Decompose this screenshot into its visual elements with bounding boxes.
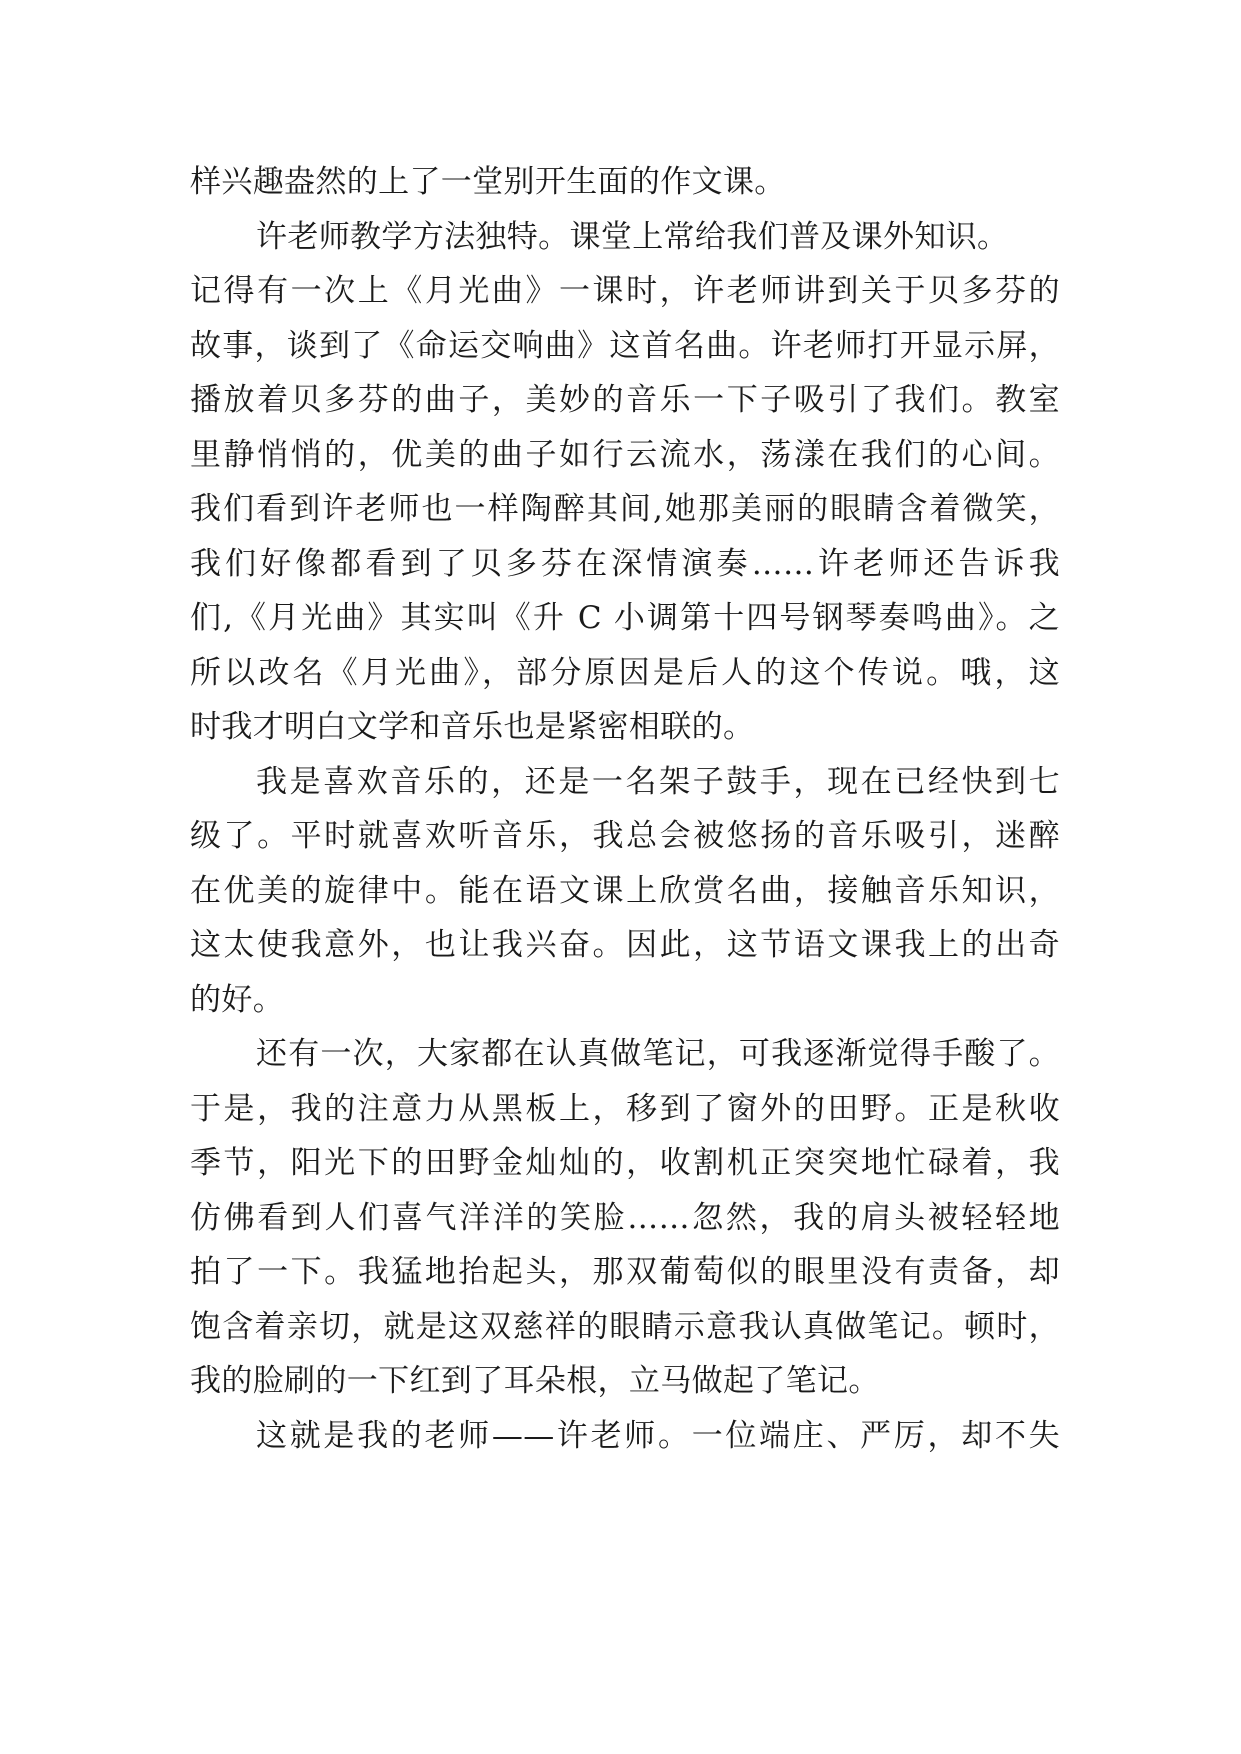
text-line: 记得有一次上《月光曲》一课时，许老师讲到关于贝多芬的 — [190, 273, 1060, 309]
paragraph-start-line: 许老师教学方法独特。课堂上常给我们普及课外知识。 — [256, 218, 1009, 255]
body-text — [190, 155, 1060, 1463]
text-line: 播放着贝多芬的曲子，美妙的音乐一下子吸引了我们。教室 — [190, 382, 1060, 418]
paragraph-start-line: 我是喜欢音乐的，还是一名架子鼓手，现在已经快到七 — [256, 763, 1060, 800]
text-line: 于是，我的注意力从黑板上，移到了窗外的田野。正是秋收 — [190, 1090, 1060, 1127]
text-line: 们,《月光曲》其实叫《升 C 小调第十四号钢琴奏鸣曲》。之 — [190, 600, 1060, 636]
text-line: 我们好像都看到了贝多芬在深情演奏……许老师还告诉我 — [190, 545, 1060, 582]
text-line: 我的脸刷的一下红到了耳朵根，立马做起了笔记。 — [190, 1363, 880, 1399]
paragraph-start-line: 还有一次，大家都在认真做笔记，可我逐渐觉得手酸了。 — [256, 1036, 1060, 1072]
text-line: 所以改名《月光曲》，部分原因是后人的这个传说。哦，这 — [190, 654, 1060, 691]
text-line: 饱含着亲切，就是这双慈祥的眼睛示意我认真做笔记。顿时， — [190, 1308, 1060, 1345]
text-line: 时我才明白文学和音乐也是紧密相联的。 — [190, 709, 755, 745]
text-line: 故事，谈到了《命运交响曲》这首名曲。许老师打开显示屏， — [190, 327, 1060, 364]
text-line: 里静悄悄的，优美的曲子如行云流水，荡漾在我们的心间。 — [190, 436, 1060, 473]
text-line: 样兴趣盎然的上了一堂别开生面的作文课。 — [190, 164, 786, 200]
text-line: 季节，阳光下的田野金灿灿的，收割机正突突地忙碌着，我 — [190, 1145, 1060, 1181]
text-line: 仿佛看到人们喜气洋洋的笑脸……忽然，我的肩头被轻轻地 — [190, 1199, 1060, 1236]
text-line: 级了。平时就喜欢听音乐，我总会被悠扬的音乐吸引，迷醉 — [190, 818, 1060, 854]
text-line: 在优美的旋律中。能在语文课上欣赏名曲，接触音乐知识， — [190, 872, 1060, 909]
text-line: 的好。 — [190, 981, 285, 1018]
text-line: 这太使我意外，也让我兴奋。因此，这节语文课我上的出奇 — [190, 927, 1060, 963]
text-line: 拍了一下。我猛地抬起头，那双葡萄似的眼里没有责备，却 — [190, 1254, 1060, 1290]
text-line: 我们看到许老师也一样陶醉其间,她那美丽的眼睛含着微笑， — [190, 491, 1060, 527]
paragraph-start-line: 这就是我的老师——许老师。一位端庄、严厉，却不失 — [256, 1417, 1060, 1454]
